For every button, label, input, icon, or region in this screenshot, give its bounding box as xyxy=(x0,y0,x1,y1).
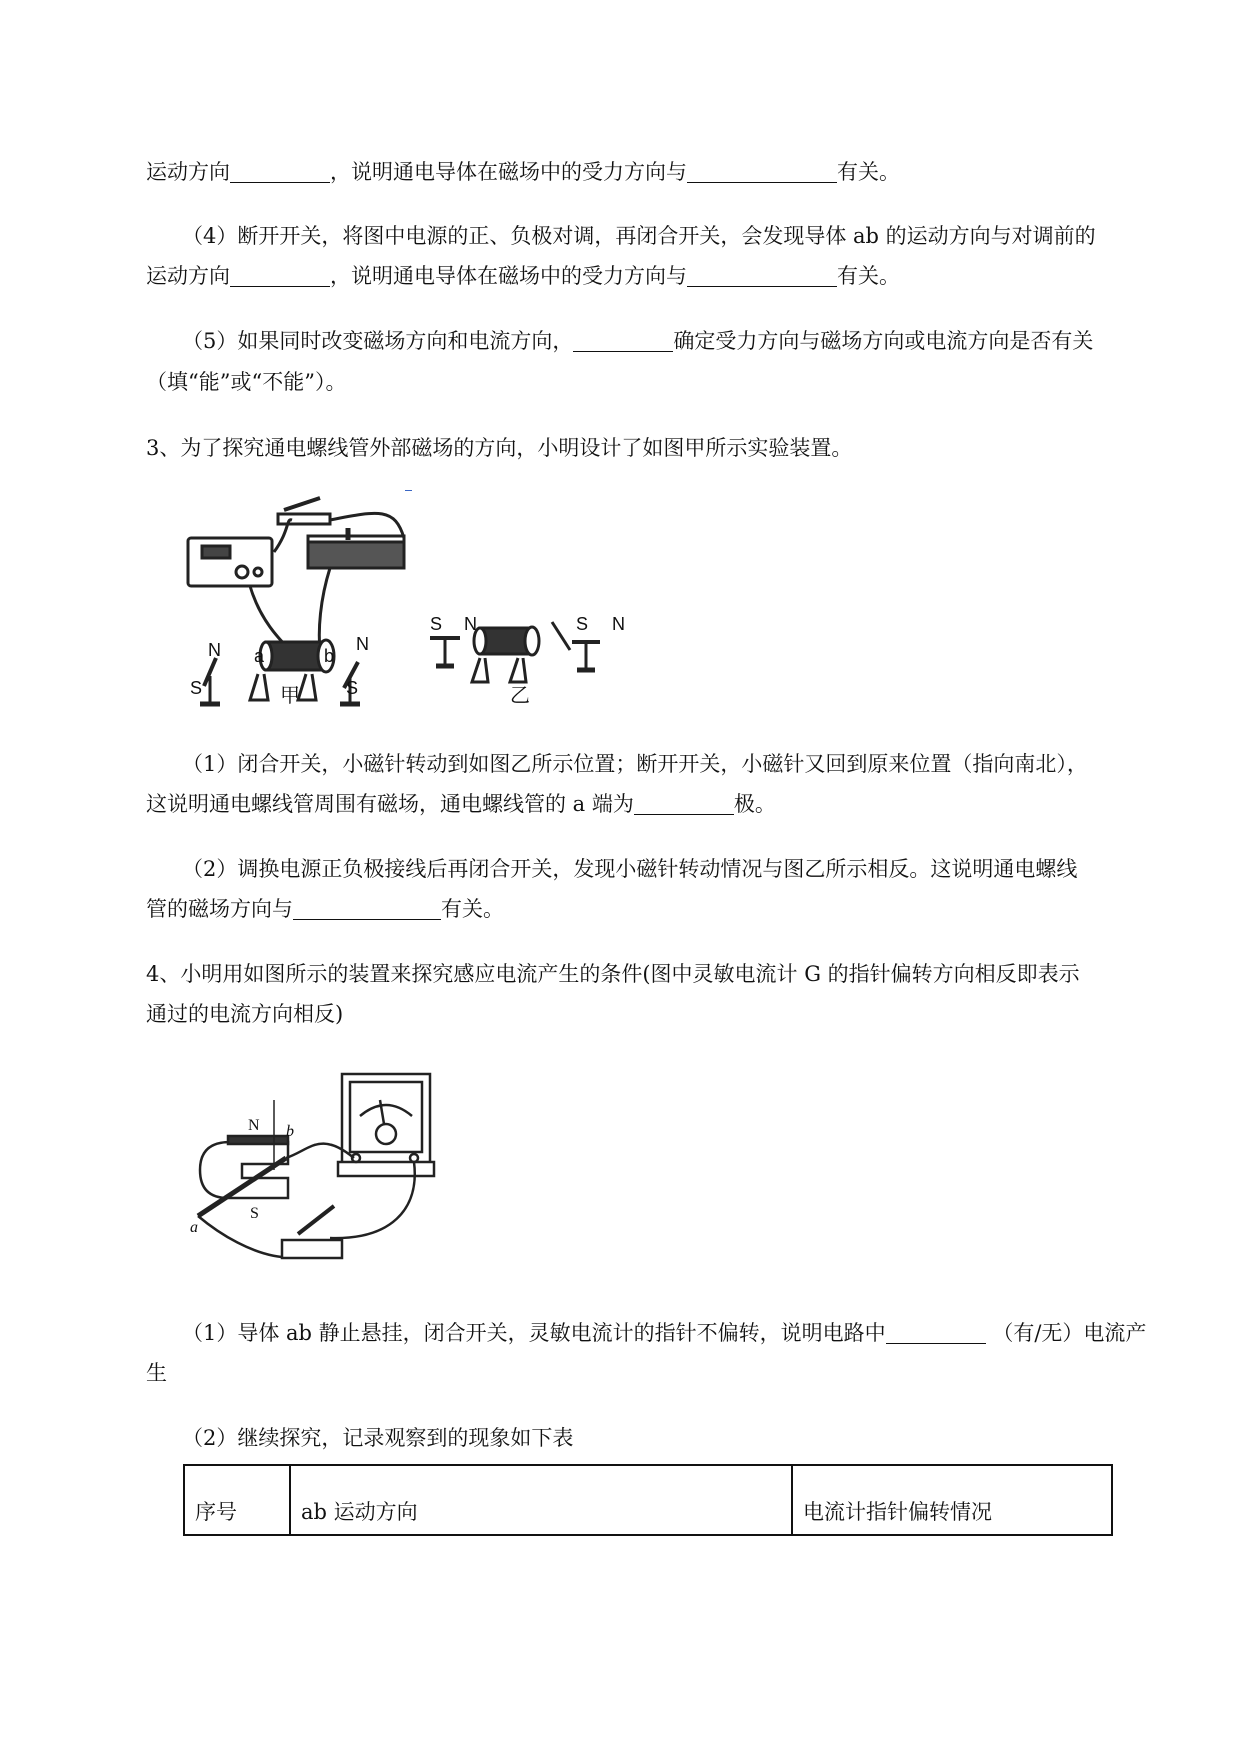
induction-apparatus-figure xyxy=(190,1070,450,1290)
text: （5）如果同时改变磁场方向和电流方向， xyxy=(182,329,574,353)
q2-line-3-tail xyxy=(146,158,900,186)
end-a-label: a xyxy=(190,1219,198,1236)
text: 有关。 xyxy=(441,897,504,921)
observation-table xyxy=(183,1464,1113,1536)
q4-part2-line xyxy=(182,1424,573,1452)
pole-s-label: S xyxy=(250,1205,259,1222)
q3-part1-line2 xyxy=(146,790,776,818)
pole-n-label: N xyxy=(464,614,477,634)
q3-part2-line1 xyxy=(182,855,1077,883)
text: （4）断开开关，将图中电源的正、负极对调，再闭合开关，会发现导体 ab 的运动方向与对调前的 xyxy=(182,224,1096,248)
pole-n-label: N xyxy=(356,634,369,654)
q2-part4-line2 xyxy=(146,262,900,290)
pole-s-label: S xyxy=(190,678,203,698)
answer-blank[interactable] xyxy=(230,264,330,287)
text: ，说明通电导体在磁场中的受力方向与 xyxy=(330,160,687,184)
table-header-cell: 电流计指针偏转情况 xyxy=(792,1465,1112,1535)
end-b-label: b xyxy=(286,1123,294,1140)
text: （2）继续探究，记录观察到的现象如下表 xyxy=(182,1426,574,1450)
figure-label-jia: 甲 xyxy=(280,683,300,707)
q2-part4-line1 xyxy=(182,222,1096,250)
table-header-cell: 序号 xyxy=(184,1465,290,1535)
solenoid-apparatus-figure xyxy=(180,490,660,710)
end-a-label: a xyxy=(254,646,265,666)
text: 确定受力方向与磁场方向或电流方向是否有关 xyxy=(673,329,1094,353)
text: 有关。 xyxy=(837,160,900,184)
q2-part5-line1 xyxy=(182,327,1093,355)
answer-blank[interactable] xyxy=(634,792,734,815)
q3-stem xyxy=(146,434,852,462)
text: 运动方向 xyxy=(146,160,230,184)
pole-n-label: N xyxy=(612,614,625,634)
text: （2）调换电源正负极接线后再闭合开关，发现小磁针转动情况与图乙所示相反。这说明通电螺线 xyxy=(182,857,1078,881)
pole-s-label: S xyxy=(430,614,443,634)
pole-s-label: S xyxy=(576,614,589,634)
text: 极。 xyxy=(733,792,776,816)
answer-blank[interactable] xyxy=(886,1321,986,1344)
figure-label-yi: 乙 xyxy=(510,683,530,707)
answer-blank[interactable] xyxy=(230,160,330,183)
text: ，说明通电导体在磁场中的受力方向与 xyxy=(330,264,687,288)
pole-s-label: S xyxy=(346,678,359,698)
answer-blank[interactable] xyxy=(687,160,837,183)
q4-part1-line1 xyxy=(182,1319,1146,1347)
answer-blank[interactable] xyxy=(573,329,673,352)
text: 生 xyxy=(146,1361,167,1385)
q3-part1-line1 xyxy=(182,750,1088,778)
q2-part5-line2 xyxy=(146,368,346,396)
text: 这说明通电螺线管周围有磁场，通电螺线管的 a 端为 xyxy=(146,792,634,816)
text: 运动方向 xyxy=(146,264,230,288)
q3-part2-line2 xyxy=(146,895,504,923)
text: （1）导体 ab 静止悬挂，闭合开关，灵敏电流计的指针不偏转，说明电路中 xyxy=(182,1321,886,1345)
text: 有关。 xyxy=(837,264,900,288)
pole-n-label: N xyxy=(248,1117,260,1134)
text: （1）闭合开关，小磁针转动到如图乙所示位置；断开开关，小磁针又回到原来位置（指向南北）， xyxy=(182,752,1088,776)
text: 通过的电流方向相反) xyxy=(146,1002,344,1026)
q4-stem-line1 xyxy=(146,960,1080,988)
text: 4、小明用如图所示的装置来探究感应电流产生的条件(图中灵敏电流计 G 的指针偏转方向相反即表示 xyxy=(146,962,1080,986)
end-b-label: b xyxy=(324,646,335,666)
q4-part1-line2 xyxy=(146,1359,167,1387)
pole-n-label: N xyxy=(208,640,221,660)
text: 3、为了探究通电螺线管外部磁场的方向，小明设计了如图甲所示实验装置。 xyxy=(146,436,853,460)
q4-stem-line2 xyxy=(146,1000,343,1028)
answer-blank[interactable] xyxy=(687,264,837,287)
answer-blank[interactable] xyxy=(293,897,441,920)
table-header-cell: ab 运动方向 xyxy=(290,1465,792,1535)
text: （填“能”或“不能”）。 xyxy=(146,370,347,394)
table-header-row xyxy=(184,1465,1112,1535)
text: （有/无）电流产 xyxy=(992,1321,1147,1345)
text: 管的磁场方向与 xyxy=(146,897,293,921)
